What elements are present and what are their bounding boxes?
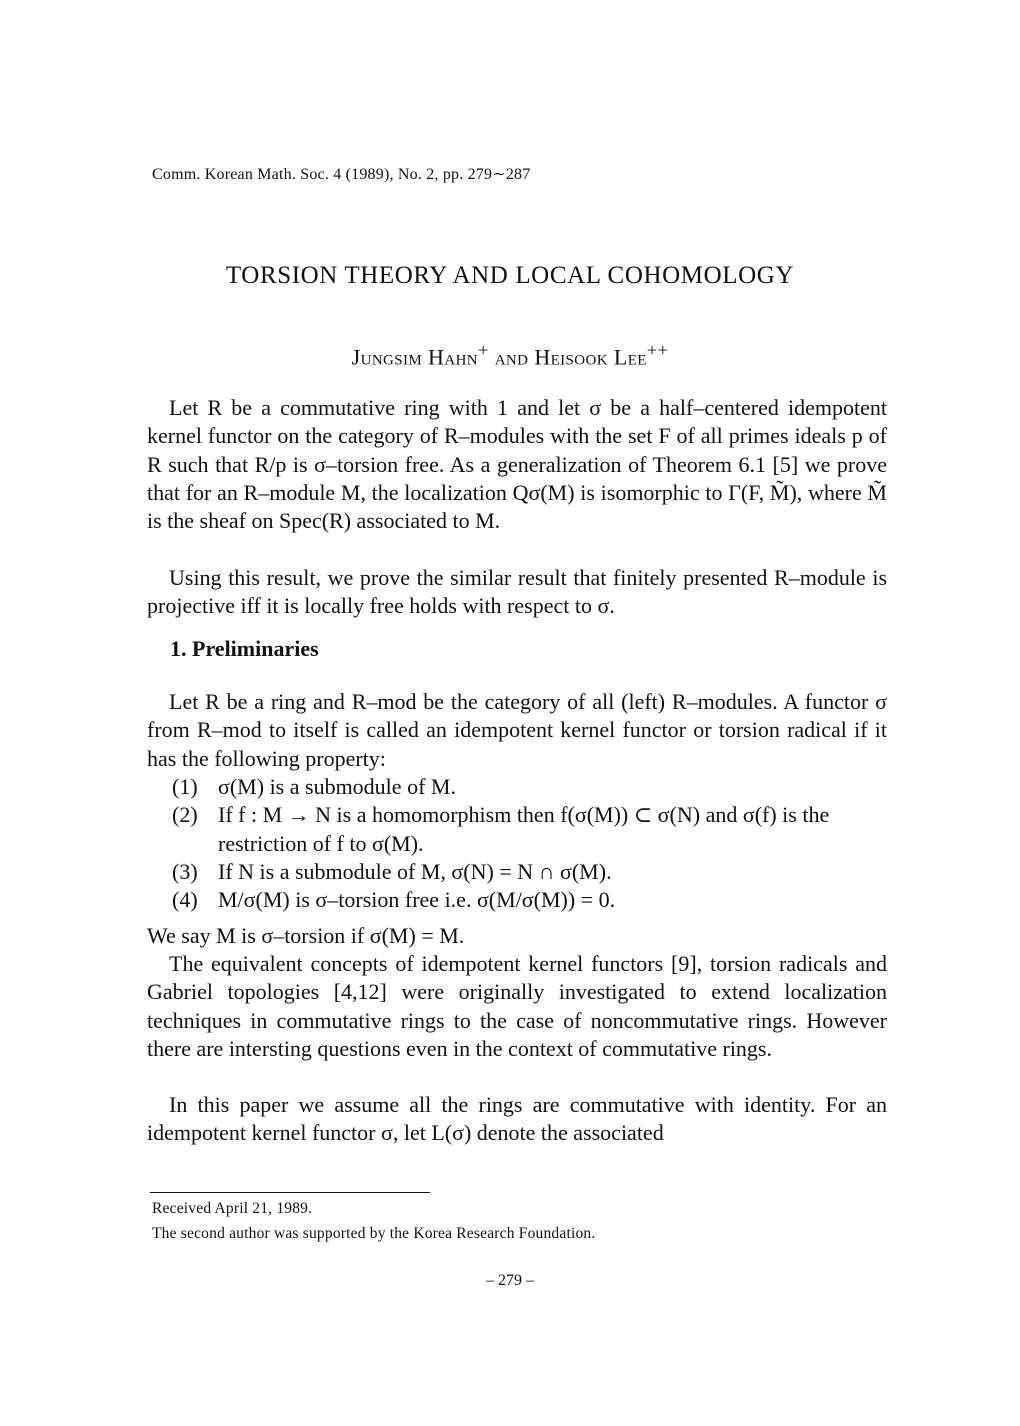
footnote-received: Received April 21, 1989. bbox=[152, 1200, 313, 1217]
journal-citation: Comm. Korean Math. Soc. 4 (1989), No. 2, pp. 279∼287 bbox=[152, 166, 531, 183]
property-item bbox=[172, 858, 892, 886]
page-number: – 279 – bbox=[486, 1272, 534, 1289]
torsion-definition: We say M is σ–torsion if σ(M) = M. bbox=[147, 923, 465, 948]
property-number: (2) bbox=[172, 802, 198, 828]
section-heading: 1. Preliminaries bbox=[170, 636, 319, 661]
property-number: (1) bbox=[172, 774, 198, 799]
property-text: M/σ(M) is σ–torsion free i.e. σ(M/σ(M)) = 0. bbox=[218, 887, 616, 913]
property-list bbox=[172, 773, 892, 914]
author-line bbox=[0, 340, 1020, 370]
property-text: σ(M) is a submodule of M. bbox=[218, 774, 456, 799]
footnote-support: The second author was supported by the Korea Research Foundation. bbox=[152, 1225, 596, 1242]
body-paragraph-equivalent-concepts: The equivalent concepts of idempotent kernel functors [9], torsion radicals and Gabriel topologies [4,12] were originally investigated to extend localization techniques in commutative rings to the case of noncommutative rings. However there are intersting questions even in the context of commutative rings. bbox=[147, 951, 887, 1061]
author-2-name: Heisook Lee bbox=[534, 344, 647, 370]
property-text: If N is a submodule of M, σ(N) = N ∩ σ(M). bbox=[218, 858, 612, 884]
author-2-mark: ++ bbox=[646, 340, 669, 360]
property-number: (4) bbox=[172, 887, 198, 913]
abstract-paragraph-2: Using this result, we prove the similar result that finitely presented R–module is projective iff it is locally free holds with respect to σ. bbox=[147, 565, 887, 619]
abstract-paragraph-1: Let R be a commutative ring with 1 and let σ be a half–centered idempotent kernel functor on the category of R–modules with the set F of all primes ideals p of R such that R/p is σ–torsion free. As a generalization of Theorem 6.1 [5] we prove that for an R–module M, the localization Qσ(M) is isomorphic to Γ(F, M̃), where M̃ is the sheaf on Spec(R) associated to M. bbox=[147, 395, 887, 534]
property-number: (3) bbox=[172, 858, 198, 884]
property-item bbox=[172, 886, 892, 914]
property-item bbox=[172, 801, 892, 858]
property-text: If f : M → N is a homomorphism then f(σ(M)) ⊂ σ(N) and σ(f) is the restriction of f to σ(M). bbox=[218, 802, 830, 856]
author-1-mark: + bbox=[478, 340, 489, 360]
definition-intro: Let R be a ring and R–mod be the category of all (left) R–modules. A functor σ from R–mod to itself is called an idempotent kernel functor or torsion radical if it has the following property: bbox=[147, 689, 887, 771]
property-item bbox=[172, 773, 892, 801]
author-conjunction: and bbox=[494, 344, 529, 370]
author-1-name: Jungsim Hahn bbox=[351, 344, 479, 370]
paper-title: TORSION THEORY AND LOCAL COHOMOLOGY bbox=[225, 262, 795, 289]
body-paragraph-assumption: In this paper we assume all the rings are commutative with identity. For an idempotent kernel functor σ, let L(σ) denote the associated bbox=[147, 1092, 887, 1146]
footnote-rule bbox=[150, 1192, 430, 1193]
